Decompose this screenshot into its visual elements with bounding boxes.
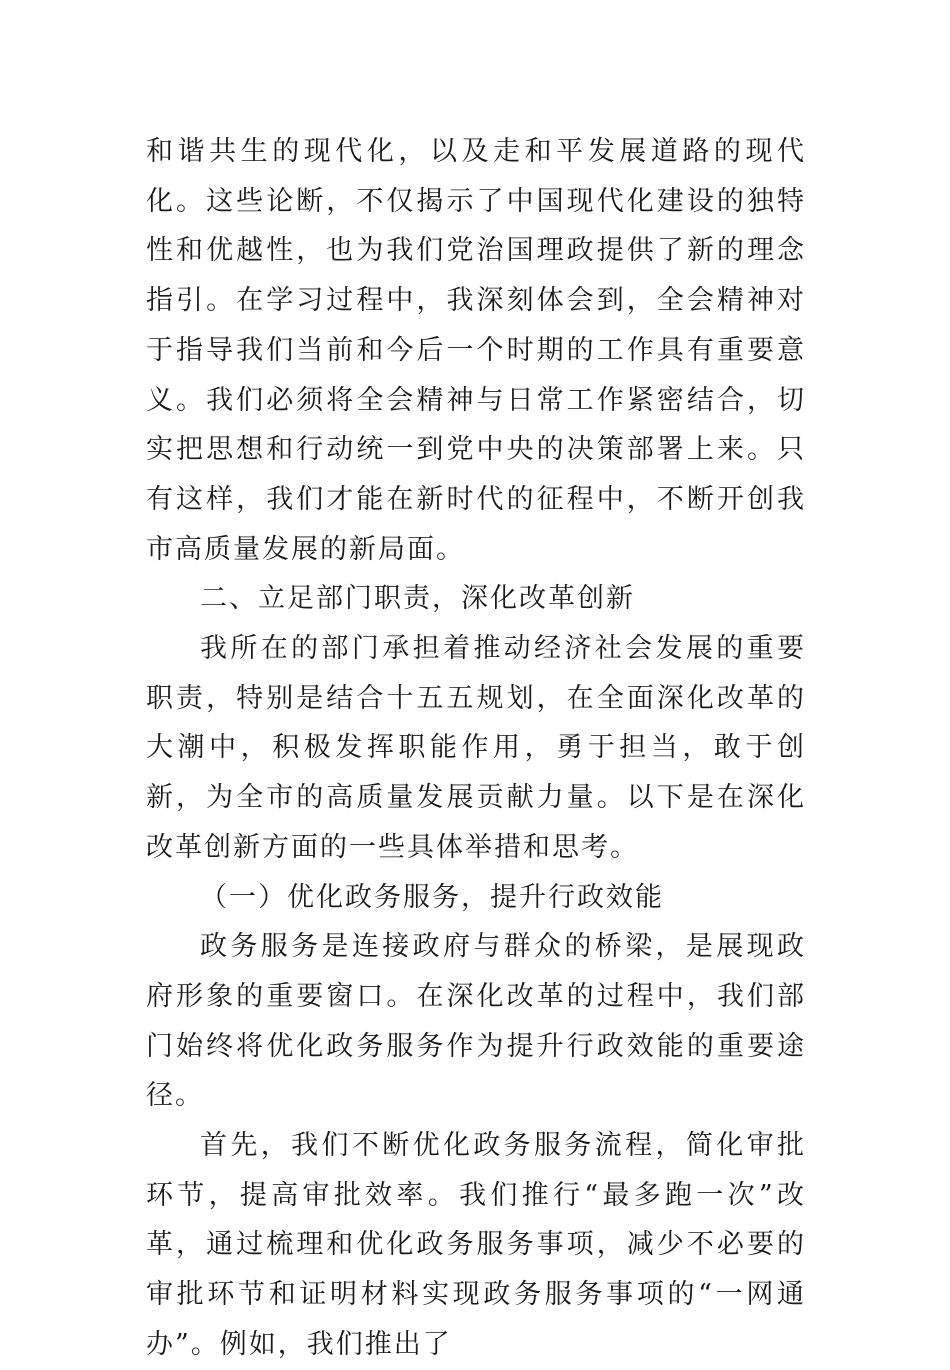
document-page	[146, 127, 806, 1370]
subsection-heading: （一）优化政务服务，提升行政效能	[200, 881, 664, 913]
body-paragraph: 和谐共生的现代化，以及走和平发展道路的现代化。这些论断，不仅揭示了中国现代化建设的独特性和优越性，也为我们党治国理政提供了新的理念指引。在学习过程中，我深刻体会到，全会精神对于指导我们当前和今后一个时期的工作具有重要意义。我们必须将全会精神与日常工作紧密结合，切实把思想和行动统一到党中央的决策部署上来。只有这样，我们才能在新时代的征程中，不断开创我市高质量发展的新局面。	[146, 136, 806, 565]
section-heading: 二、立足部门职责，深化改革创新	[200, 583, 635, 615]
body-paragraph: 我所在的部门承担着推动经济社会发展的重要职责，特别是结合十五五规划，在全面深化改革的大潮中，积极发挥职能作用，勇于担当，敢于创新，为全市的高质量发展贡献力量。以下是在深化改革创新方面的一些具体举措和思考。	[146, 633, 806, 863]
body-paragraph: 首先，我们不断优化政务服务流程，简化审批环节，提高审批效率。我们推行“最多跑一次”改革，通过梳理和优化政务服务事项，减少不必要的审批环节和证明材料实现政务服务事项的“一网通办”。例如，我们推出了	[146, 1130, 806, 1360]
body-paragraph: 政务服务是连接政府与群众的桥梁，是展现政府形象的重要窗口。在深化改革的过程中，我们部门始终将优化政务服务作为提升行政效能的重要途径。	[146, 931, 806, 1112]
